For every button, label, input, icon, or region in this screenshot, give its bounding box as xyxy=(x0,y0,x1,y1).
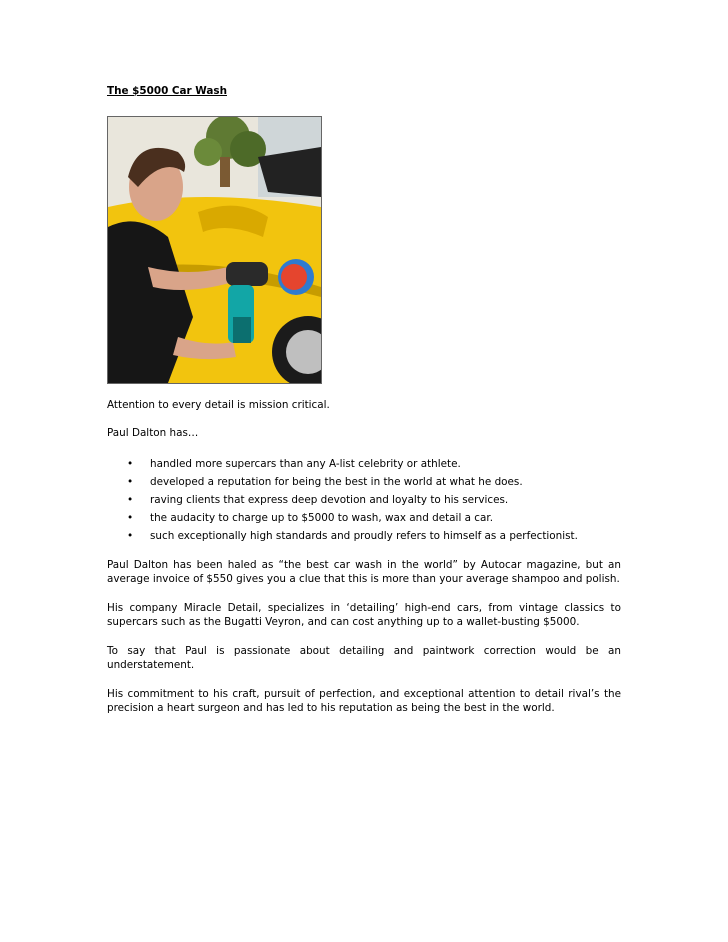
paragraph: To say that Paul is passionate about detailing and paintwork correction would be an understatement. xyxy=(107,644,621,672)
article-photo xyxy=(107,116,322,384)
bullet-list xyxy=(107,457,621,544)
paragraph: His company Miracle Detail, specializes in ‘detailing’ high-end cars, from vintage classics to supercars such as the Bugatti Veyron, and can cost anything up to a wallet-busting $5000. xyxy=(107,601,621,629)
paragraph: Paul Dalton has been haled as “the best car wash in the world” by Autocar magazine, but an average invoice of $550 gives you a clue that this is more than your average shampoo and polish. xyxy=(107,558,621,586)
list-item: • raving clients that express deep devotion and loyalty to his services. xyxy=(107,493,621,508)
list-item: • developed a reputation for being the best in the world at what he does. xyxy=(107,475,621,490)
paragraph: His commitment to his craft, pursuit of perfection, and exceptional attention to detail rival’s the precision a heart surgeon and has led to his reputation as being the best in the world. xyxy=(107,687,621,715)
article xyxy=(107,84,621,716)
list-item: • such exceptionally high standards and proudly refers to himself as a perfectionist. xyxy=(107,529,621,544)
list-item: • the audacity to charge up to $5000 to wash, wax and detail a car. xyxy=(107,511,621,526)
intro-line: Paul Dalton has… xyxy=(107,427,199,439)
list-item: • handled more supercars than any A-list celebrity or athlete. xyxy=(107,457,621,472)
photo-man-polishing-yellow-car-icon xyxy=(108,117,321,383)
photo-caption: Attention to every detail is mission critical. xyxy=(107,398,330,411)
article-title: The $5000 Car Wash xyxy=(107,85,227,97)
